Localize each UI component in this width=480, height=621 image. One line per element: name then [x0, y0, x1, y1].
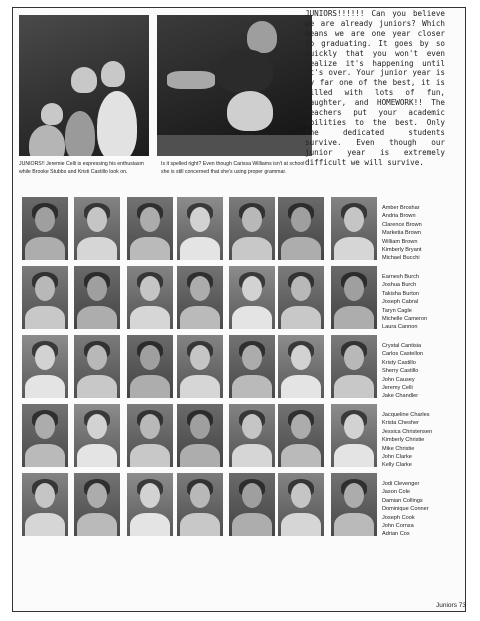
candid-photo-left — [19, 15, 149, 156]
student-portrait — [331, 404, 377, 467]
student-portrait — [229, 473, 275, 536]
student-name: Clarence Brown — [382, 221, 422, 228]
student-name: Jake Chandler — [382, 393, 419, 400]
student-name: Dominique Conner — [382, 506, 429, 513]
page-footer: Juniors 73 — [436, 602, 466, 609]
student-name: Jodi Clevenger — [382, 481, 420, 487]
student-name: Kimberly Christie — [382, 437, 425, 444]
student-name: Joshua Burch — [382, 282, 417, 289]
student-name: Krista Chesher — [382, 420, 419, 427]
student-portrait — [177, 473, 223, 536]
student-name: Carlos Castellon — [382, 351, 424, 358]
student-portrait — [74, 404, 120, 467]
student-name: Earnesh Burch — [382, 274, 420, 280]
student-portrait — [22, 197, 68, 260]
student-name: Jason Cole — [382, 489, 410, 496]
name-list — [382, 411, 432, 470]
student-portrait — [177, 266, 223, 329]
student-name: Andria Brown — [382, 213, 416, 220]
student-portrait — [331, 197, 377, 260]
student-name: Marketia Brown — [382, 230, 421, 237]
student-name: Jacqueline Charles — [382, 412, 430, 418]
student-portrait — [74, 335, 120, 398]
student-name: Adrian Cox — [382, 531, 410, 538]
student-portrait — [74, 266, 120, 329]
student-portrait — [331, 335, 377, 398]
name-list — [382, 204, 422, 263]
student-name: Michael Bucchi — [382, 255, 420, 262]
student-name: Mike Christie — [382, 445, 415, 452]
student-name: William Brown — [382, 238, 418, 245]
student-name: Takisha Burton — [382, 290, 420, 297]
student-name: Kimberly Bryant — [382, 247, 422, 254]
student-name: Jeremy Celli — [382, 385, 413, 392]
student-portrait — [229, 335, 275, 398]
student-portrait — [331, 473, 377, 536]
student-portrait — [74, 473, 120, 536]
student-name: Jessica Christensen — [382, 428, 433, 435]
student-portrait — [177, 197, 223, 260]
student-portrait — [331, 266, 377, 329]
student-name: Joseph Cook — [382, 514, 415, 521]
student-portrait — [177, 335, 223, 398]
student-name: Kelly Clarke — [382, 462, 412, 469]
student-portrait — [74, 197, 120, 260]
student-name: Damian Collings — [382, 497, 423, 504]
caption-right: Is it spelled right? Even though Carissa Williams isn't at school she is still concerned that she's using proper grammar. — [161, 161, 305, 175]
student-portrait — [278, 404, 324, 467]
name-list — [382, 342, 423, 401]
student-name: Sherry Castillo — [382, 368, 419, 375]
student-portrait — [22, 335, 68, 398]
student-portrait — [127, 404, 173, 467]
student-name: John Clarke — [382, 454, 412, 461]
student-portrait — [278, 473, 324, 536]
student-portrait — [177, 404, 223, 467]
student-portrait — [278, 197, 324, 260]
caption-left: JUNIORS!! Jeremie Celli is expressing his enthusiasm while Brooke Stubbs and Kristi Castillo look on. — [19, 161, 144, 175]
student-name: Taryn Cagle — [382, 307, 412, 314]
student-portrait — [127, 197, 173, 260]
student-portrait — [22, 473, 68, 536]
student-portrait — [22, 404, 68, 467]
student-name: Amber Broshar — [382, 205, 420, 211]
candid-photo-right — [157, 15, 312, 156]
student-portrait — [127, 266, 173, 329]
intro-paragraph: JUNIORS!!!!!! Can you believe we are already juniors? Which means we are one year closer to graduating. It goes by so quickly that you won't even realize it's happening until it's over. Your junior year is by far one of the best, it is filled with lots of fun, laughter, and HOMEWORK!! The teachers put your academic abilities to the best. Only the dedicated students survive. Even though our junior year is extremely difficult we will survive. — [305, 9, 445, 167]
student-name: John Cornsa — [382, 523, 414, 530]
student-name: Joseph Cabral — [382, 299, 419, 306]
student-portrait — [229, 266, 275, 329]
student-portrait — [22, 266, 68, 329]
name-list — [382, 480, 429, 539]
student-portrait — [229, 404, 275, 467]
student-name: Crystal Cantisia — [382, 343, 422, 349]
student-portrait — [278, 335, 324, 398]
student-name: Laura Cannon — [382, 324, 418, 331]
student-name: John Causey — [382, 376, 415, 383]
student-portrait — [127, 335, 173, 398]
student-portrait — [229, 197, 275, 260]
student-portrait — [127, 473, 173, 536]
student-name: Michelle Cameron — [382, 316, 428, 323]
student-portrait — [278, 266, 324, 329]
name-list — [382, 273, 427, 332]
student-name: Kristy Castillo — [382, 359, 416, 366]
